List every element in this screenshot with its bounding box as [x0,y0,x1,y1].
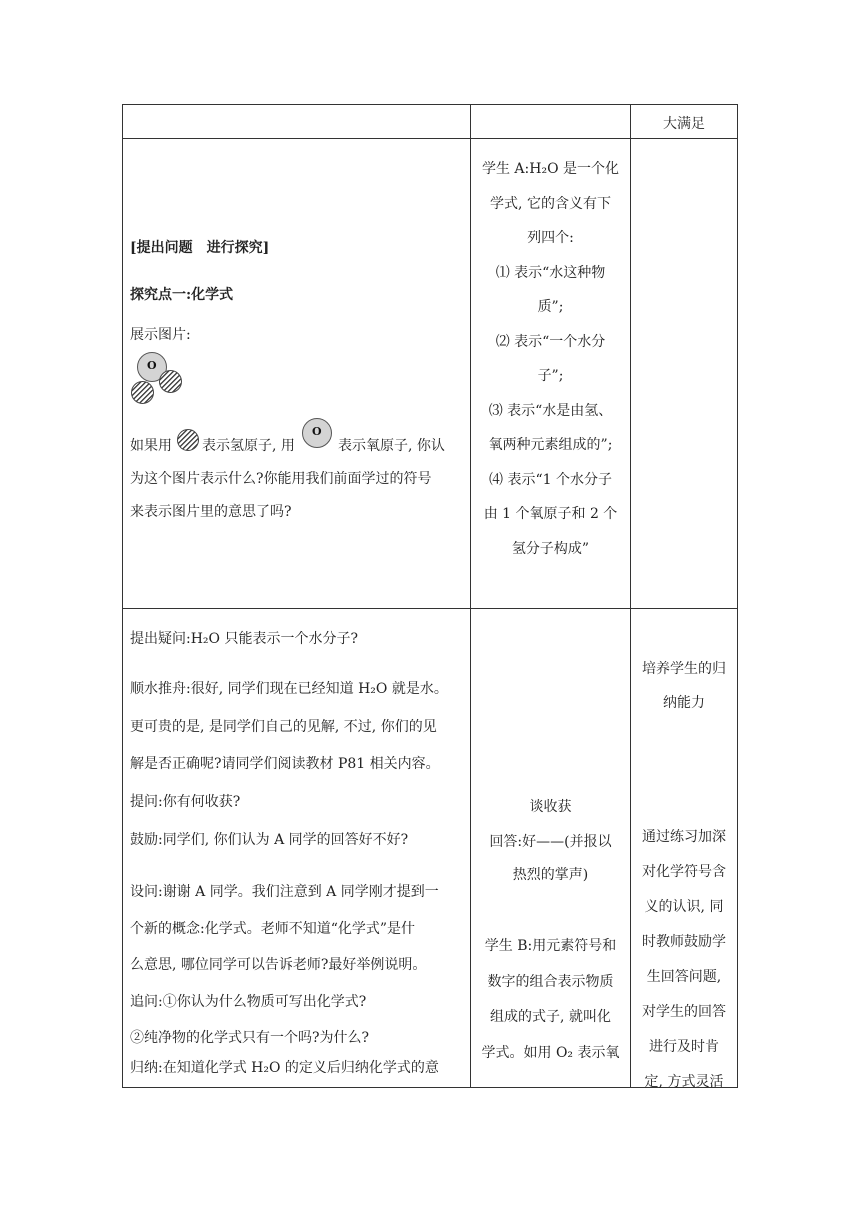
student-a-answer [471,152,630,566]
student-b-answer [471,929,630,1071]
teaching-goal [631,652,737,720]
text-line: 回答:好——(并报以 [489,834,612,850]
text-line: 列四个: [527,230,574,246]
paragraph-line: 提问:你有何收获? [130,794,241,810]
paragraph-line: 来表示图片里的意思了吗? [130,504,292,520]
text-line: 由 1 个氧原子和 2 个 [483,506,618,522]
text-line: 对化学符号含 [642,864,726,880]
text-line: 通过练习加深 [642,829,726,845]
paragraph-line: 解是否正确呢?请同学们阅读教材 P81 相关内容。 [130,756,440,772]
text-line: 学式。如用 O₂ 表示氧 [481,1044,620,1061]
paragraph-line: 为这个图片表示什么?你能用我们前面学过的符号 [130,471,432,487]
paragraph-line: 归纳:在知道化学式 H₂O 的定义后归纳化学式的意 [130,1060,439,1076]
show-image-label: 展示图片: [130,327,191,343]
text-line: 学式, 它的含义有下 [490,195,611,212]
text-line: 组成的式子, 就叫化 [490,1009,611,1025]
text-line: 质”; [537,299,564,315]
header-cell-satisfaction: 大满足 [663,116,705,132]
lesson-plan-table [122,104,738,1088]
text-line: 学生 A:H₂O 是一个化 [481,161,620,177]
paragraph-line: 个新的概念:化学式。老师不知道“化学式”是什 [130,920,416,937]
table-border-right [737,104,738,1088]
text-line: 义的认识, 同 [644,899,724,915]
paragraph-line: ②纯净物的化学式只有一个吗?为什么? [130,1030,370,1046]
text-line: ⑶ 表示“水是由氢、 [488,402,613,419]
text-line: ⑷ 表示“1 个水分子 [489,471,612,488]
water-molecule-image [131,352,189,410]
hydrogen-atom [131,381,154,404]
text-line: 培养学生的归 [642,661,726,677]
text-line: 进行及时肯 [649,1039,719,1055]
text-line: 生回答问题, [646,969,722,985]
row-divider [122,138,738,139]
text-line: 子”; [537,368,564,384]
paragraph-line: 更可贵的是, 是同学们自己的见解, 不过, 你们的见 [130,718,437,735]
paragraph-line: 鼓励:同学们, 你们认为 A 同学的回答好不好? [130,832,409,848]
text-line: 纳能力 [663,695,705,711]
paragraph-line: 如果用 [130,438,172,454]
text-line: 数字的组合表示物质 [487,973,614,990]
harvest-label: 谈收获 [529,799,572,815]
paragraph-line: 提出疑问:H₂O 只能表示一个水分子? [130,631,358,647]
subsection-title: 探究点一:化学式 [130,287,234,303]
teaching-goal [631,820,737,1100]
table-border-left [122,104,123,1088]
oxygen-atom-icon: O [302,418,332,448]
text-line: ⑴ 表示“水这种物 [495,264,606,281]
section-title: [提出问题 进行探究] [130,240,270,256]
paragraph [130,874,439,1057]
text-line: ⑵ 表示“一个水分 [495,333,606,350]
answer-text [471,826,630,892]
row-divider [122,608,738,609]
paragraph [130,671,448,784]
hydrogen-atom-icon [177,429,199,451]
table-border-top [122,104,738,105]
text-line: 对学生的回答 [642,1004,726,1020]
paragraph-line: 追问:①你认为什么物质可写出化学式? [130,993,367,1010]
hydrogen-atom [159,370,182,393]
paragraph-line: 表示氢原子, 用 [202,438,295,454]
text-line: 热烈的掌声) [512,867,589,883]
text-line: 氧两种元素组成的”; [488,437,613,453]
text-line: 定, 方式灵活 [644,1074,724,1090]
text-line: 学生 B:用元素符号和 [484,938,617,954]
paragraph-line: 表示氧原子, 你认 [338,438,445,454]
paragraph-line: 顺水推舟:很好, 同学们现在已经知道 H₂O 就是水。 [130,681,448,697]
text-line: 氢分子构成” [511,540,590,557]
text-line: 时教师鼓励学 [642,934,726,950]
paragraph-line: 设问:谢谢 A 同学。我们注意到 A 同学刚才提到一 [130,884,439,900]
oxygen-atom: O [137,352,167,382]
paragraph-line: 么意思, 哪位同学可以告诉老师?最好举例说明。 [130,957,427,973]
